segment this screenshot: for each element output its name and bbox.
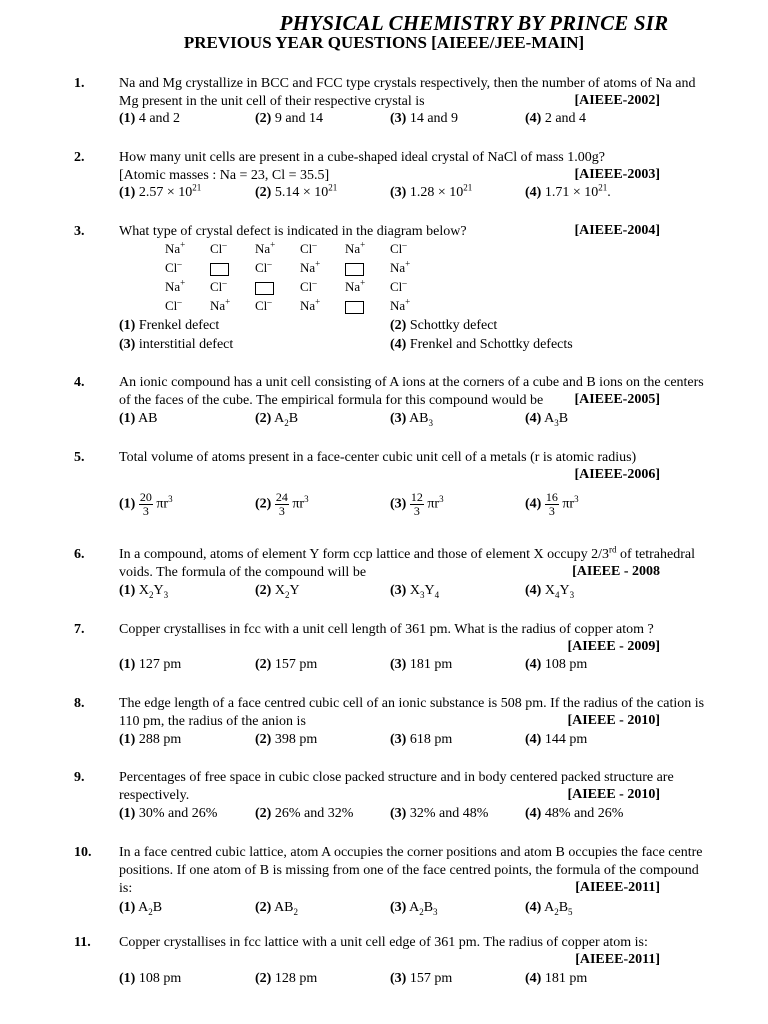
answer-option[interactable]: (2) Schottky defect [390, 318, 498, 333]
subscript: 2 [554, 906, 559, 917]
option-label: (3) [390, 971, 407, 986]
option-label: (4) [525, 496, 542, 512]
answer-option[interactable]: (2) 398 pm [255, 732, 318, 747]
lattice-ion: Cl– [300, 239, 317, 256]
question-number: 6. [74, 547, 85, 562]
answer-option[interactable]: (1) 127 pm [119, 657, 182, 672]
question-text: Total volume of atoms present in a face-center cubic unit cell of a metals (r is atomic radius) [119, 450, 637, 465]
answer-option[interactable]: (2) $\frac{24}{3}$ $\pi r^3$ [255, 490, 309, 518]
option-label: (1) [119, 185, 136, 200]
ion-charge: + [225, 296, 231, 307]
answer-option[interactable]: (1) 108 pm [119, 971, 182, 986]
question-text: 110 pm, the radius of the anion is [119, 714, 306, 729]
lattice-ion: Cl– [255, 296, 272, 313]
option-label: (3) [390, 185, 407, 200]
denominator: 3 [413, 504, 420, 518]
ion-charge: + [270, 239, 276, 250]
subscript: 2 [284, 589, 290, 600]
option-label: (1) [119, 318, 136, 333]
answer-option[interactable]: (1) $X_2Y_3$ [119, 583, 169, 600]
ion-charge: – [267, 296, 272, 307]
superscript: 21 [328, 182, 338, 193]
question-text: Copper crystallises in fcc lattice with a unit cell edge of 361 pm. The radius of copper atom is: [119, 935, 648, 950]
answer-option[interactable]: (2) $X_2Y$ [255, 583, 300, 600]
answer-option[interactable]: (4) 108 pm [525, 657, 588, 672]
option-label: (1) [119, 971, 136, 986]
answer-option[interactable]: (3) $AB_3$ [390, 411, 434, 428]
ion-charge: + [180, 239, 186, 250]
subscript: 3 [428, 417, 434, 428]
option-label: (4) [525, 806, 542, 821]
option-label: (2) [255, 185, 272, 200]
superscript: 3 [439, 494, 444, 505]
exam-tag: [AIEEE-2003] [574, 167, 660, 182]
answer-option[interactable]: (3) 618 pm [390, 732, 453, 747]
lattice-ion: Cl– [210, 239, 227, 256]
option-label: (4) [525, 583, 542, 598]
subscript: 3 [569, 589, 575, 600]
superscript: 3 [574, 494, 579, 505]
ion-charge: – [222, 239, 227, 250]
option-label: (4) [525, 971, 542, 986]
question-text: The edge length of a face centred cubic cell of an ionic substance is 508 pm. If the radius of the cation is [119, 696, 705, 711]
exam-tag: [AIEEE-2002] [574, 93, 660, 108]
option-label: (3) [390, 411, 407, 426]
question-number: 11. [74, 935, 91, 950]
answer-option[interactable]: (4) $A_2B_5$ [525, 900, 573, 917]
numerator: 16 [545, 490, 558, 504]
subscript: 3 [419, 589, 425, 600]
option-label: (4) [525, 185, 542, 200]
vacancy-box [255, 282, 274, 295]
exam-tag: [AIEEE - 2008 [572, 564, 660, 579]
page-subtitle: PREVIOUS YEAR QUESTIONS [AIEEE/JEE-MAIN] [183, 33, 585, 52]
answer-option[interactable]: (4) 181 pm [525, 971, 588, 986]
question-text: An ionic compound has a unit cell consisting of A ions at the corners of a cube and B ions on the centers [119, 375, 704, 390]
option-label: (4) [525, 732, 542, 747]
exam-tag: [AIEEE - 2010] [567, 787, 660, 802]
lattice-ion: Cl– [390, 277, 407, 294]
numerator: 20 [139, 490, 152, 504]
vacancy-box [345, 301, 364, 314]
vacancy-box [210, 263, 229, 276]
option-label: (3) [390, 732, 407, 747]
option-label: (2) [255, 411, 272, 426]
ion-charge: – [222, 277, 227, 288]
answer-option[interactable]: (3) $A_2B_3$ [390, 900, 438, 917]
exam-tag: [AIEEE-2004] [574, 223, 660, 238]
question-text: [Atomic masses : Na = 23, Cl = 35.5] [119, 168, 330, 183]
exam-tag: [AIEEE-2011] [575, 880, 660, 895]
option-label: (2) [255, 111, 272, 126]
question-text: Percentages of free space in cubic close packed structure and in body centered packed structure are [119, 770, 674, 785]
lattice-ion: Cl– [390, 239, 407, 256]
lattice-ion: Na+ [255, 239, 276, 256]
denominator: 3 [278, 504, 285, 518]
lattice-ion: Cl– [165, 296, 182, 313]
answer-option[interactable]: (1) $2.57 \times 10^{21}$ [119, 182, 202, 200]
option-label: (4) [525, 900, 542, 915]
ion-charge: – [402, 239, 407, 250]
lattice-ion: Na+ [165, 277, 186, 294]
lattice-ion: Na+ [210, 296, 231, 313]
answer-option[interactable]: (2) $AB_2$ [255, 900, 299, 917]
exam-tag: [AIEEE - 2009] [567, 639, 660, 654]
subscript: 2 [148, 589, 154, 600]
question-number: 5. [74, 450, 85, 465]
question-number: 2. [74, 150, 85, 165]
option-label: (3) [390, 900, 407, 915]
lattice-ion: Na+ [345, 277, 366, 294]
question-number: 8. [74, 696, 85, 711]
answer-option[interactable]: (3) $X_3Y_4$ [390, 583, 440, 600]
lattice-ion: Na+ [300, 296, 321, 313]
answer-option[interactable]: (3) 181 pm [390, 657, 453, 672]
fraction [275, 491, 289, 518]
lattice-ion: Cl– [300, 277, 317, 294]
option-label: (3) [390, 496, 407, 512]
ion-charge: + [405, 258, 411, 269]
answer-option[interactable]: (3) 14 and 9 [390, 111, 459, 126]
ion-charge: + [180, 277, 186, 288]
option-label: (3) [390, 111, 407, 126]
lattice-ion: Na+ [165, 239, 186, 256]
answer-option[interactable]: (4) $A_3B$ [525, 411, 569, 428]
superscript: rd [608, 544, 617, 555]
option-label: (3) [390, 806, 407, 821]
answer-option[interactable]: (3) 32% and 48% [390, 806, 489, 821]
ion-charge: + [360, 239, 366, 250]
answer-option[interactable]: (4) $X_4Y_3$ [525, 583, 575, 600]
option-label: (2) [255, 657, 272, 672]
answer-option[interactable]: (4) 48% and 26% [525, 806, 624, 821]
question-number: 9. [74, 770, 85, 785]
question-text: How many unit cells are present in a cube-shaped ideal crystal of NaCl of mass 1.00g? [119, 150, 605, 165]
fraction [410, 491, 424, 518]
answer-option[interactable]: (3) $\frac{12}{3}$ $\pi r^3$ [390, 490, 444, 518]
option-label: (2) [255, 732, 272, 747]
question-number: 4. [74, 375, 85, 390]
option-label: (1) [119, 411, 136, 426]
answer-option[interactable]: (4) Frenkel and Schottky defects [390, 337, 573, 352]
lattice-ion [210, 260, 229, 276]
answer-option[interactable]: (1) $\frac{20}{3}$ $\pi r^3$ [119, 490, 173, 518]
option-label: (2) [255, 900, 272, 915]
denominator: 3 [548, 504, 555, 518]
fraction [545, 491, 559, 518]
subscript: 2 [419, 906, 424, 917]
question-text: of the faces of the cube. The empirical formula for this compound would be [119, 393, 544, 408]
lattice-ion: Na+ [345, 239, 366, 256]
option-label: (4) [525, 411, 542, 426]
vacancy-box [345, 263, 364, 276]
lattice-ion: Cl– [255, 258, 272, 275]
option-label: (1) [119, 806, 136, 821]
subscript: 2 [284, 417, 289, 428]
ion-charge: – [402, 277, 407, 288]
lattice-ion [345, 260, 364, 276]
question-text: is: [119, 881, 133, 896]
answer-option[interactable]: (2) 157 pm [255, 657, 318, 672]
subscript: 3 [433, 906, 438, 917]
answer-option[interactable]: (3) 157 pm [390, 971, 453, 986]
question-text: In a compound, atoms of element Y form ccp lattice and those of element X occupy 2/3rd of tetrahedral [119, 544, 695, 562]
option-label: (1) [119, 657, 136, 672]
answer-option[interactable]: (3) $1.28 \times 10^{21}$ [390, 182, 473, 200]
answer-option[interactable]: (1) Frenkel defect [119, 318, 220, 333]
exam-tag: [AIEEE-2011] [575, 952, 660, 967]
answer-option[interactable]: (2) $A_2B$ [255, 411, 299, 428]
answer-option[interactable]: (2) 9 and 14 [255, 111, 324, 126]
question-number: 10. [74, 845, 92, 860]
option-label: (1) [119, 732, 136, 747]
question-text: Na and Mg crystallize in BCC and FCC type crystals respectively, then the number of atoms of Na and [119, 76, 696, 91]
ion-charge: – [177, 258, 182, 269]
answer-option[interactable]: (4) $1.71 \times 10^{21}$. [525, 182, 611, 200]
ion-charge: + [315, 258, 321, 269]
option-label: (3) [390, 657, 407, 672]
ion-charge: + [360, 277, 366, 288]
question-text: Mg present in the unit cell of their respective crystal is [119, 94, 425, 109]
question-text: What type of crystal defect is indicated in the diagram below? [119, 224, 467, 239]
numerator: 12 [410, 490, 423, 504]
option-label: (2) [390, 318, 407, 333]
subscript: 2 [293, 906, 299, 917]
answer-option[interactable]: (1) AB [119, 411, 158, 426]
ion-charge: – [312, 239, 317, 250]
option-label: (1) [119, 900, 136, 915]
ion-charge: – [267, 258, 272, 269]
fraction [139, 491, 153, 518]
lattice-ion: Na+ [390, 258, 411, 275]
answer-option[interactable]: (4) $\frac{16}{3}$ $\pi r^3$ [525, 490, 579, 518]
question-text: respectively. [119, 788, 190, 803]
option-label: (4) [390, 337, 407, 352]
question-text: Copper crystallises in fcc with a unit cell length of 361 pm. What is the radius of copper atom ? [119, 622, 654, 637]
subscript: 3 [554, 417, 559, 428]
lattice-ion: Cl– [210, 277, 227, 294]
exam-tag: [AIEEE-2005] [574, 392, 660, 407]
lattice-ion [345, 298, 364, 314]
superscript: 3 [168, 494, 173, 505]
option-label: (4) [525, 111, 542, 126]
answer-option[interactable]: (1) 4 and 2 [119, 111, 181, 126]
ion-charge: – [312, 277, 317, 288]
superscript: 21 [192, 182, 202, 193]
option-label: (2) [255, 806, 272, 821]
exam-tag: [AIEEE - 2010] [567, 713, 660, 728]
answer-option[interactable]: (4) 2 and 4 [525, 111, 587, 126]
answer-option[interactable]: (2) $5.14 \times 10^{21}$ [255, 182, 338, 200]
exam-tag: [AIEEE-2006] [574, 467, 660, 482]
superscript: 3 [304, 494, 309, 505]
ion-charge: – [177, 296, 182, 307]
answer-option[interactable]: (2) 26% and 32% [255, 806, 354, 821]
page-title: PHYSICAL CHEMISTRY BY PRINCE SIR [279, 11, 669, 35]
numerator: 24 [275, 490, 288, 504]
question-number: 1. [74, 76, 85, 91]
question-text: positions. If one atom of B is missing from one of the face centred points, the formula of the compound [119, 863, 699, 878]
superscript: 21 [598, 182, 608, 193]
answer-option[interactable]: (2) 128 pm [255, 971, 318, 986]
subscript: 5 [568, 906, 573, 917]
subscript: 4 [554, 589, 560, 600]
option-label: (4) [525, 657, 542, 672]
answer-option[interactable]: (1) $A_2B$ [119, 900, 163, 917]
option-label: (2) [255, 583, 272, 598]
option-label: (2) [255, 496, 272, 512]
question-text: In a face centred cubic lattice, atom A occupies the corner positions and atom B occupies the face centre [119, 845, 703, 860]
lattice-ion [255, 279, 274, 295]
subscript: 2 [148, 906, 153, 917]
superscript: 21 [463, 182, 473, 193]
answer-option[interactable]: (1) 288 pm [119, 732, 182, 747]
option-label: (1) [119, 583, 136, 598]
answer-option[interactable]: (1) 30% and 26% [119, 806, 218, 821]
ion-charge: + [405, 296, 411, 307]
option-label: (3) [119, 337, 136, 352]
lattice-ion: Na+ [390, 296, 411, 313]
question-number: 7. [74, 622, 85, 637]
option-label: (1) [119, 496, 136, 512]
option-label: (1) [119, 111, 136, 126]
subscript: 3 [163, 589, 169, 600]
lattice-ion: Cl– [165, 258, 182, 275]
question-number: 3. [74, 224, 85, 239]
question-text: voids. The formula of the compound will be [119, 565, 367, 580]
denominator: 3 [142, 504, 149, 518]
option-label: (3) [390, 583, 407, 598]
option-label: (2) [255, 971, 272, 986]
answer-option[interactable]: (3) interstitial defect [119, 337, 234, 352]
lattice-ion: Na+ [300, 258, 321, 275]
subscript: 4 [434, 589, 440, 600]
ion-charge: + [315, 296, 321, 307]
answer-option[interactable]: (4) 144 pm [525, 732, 588, 747]
